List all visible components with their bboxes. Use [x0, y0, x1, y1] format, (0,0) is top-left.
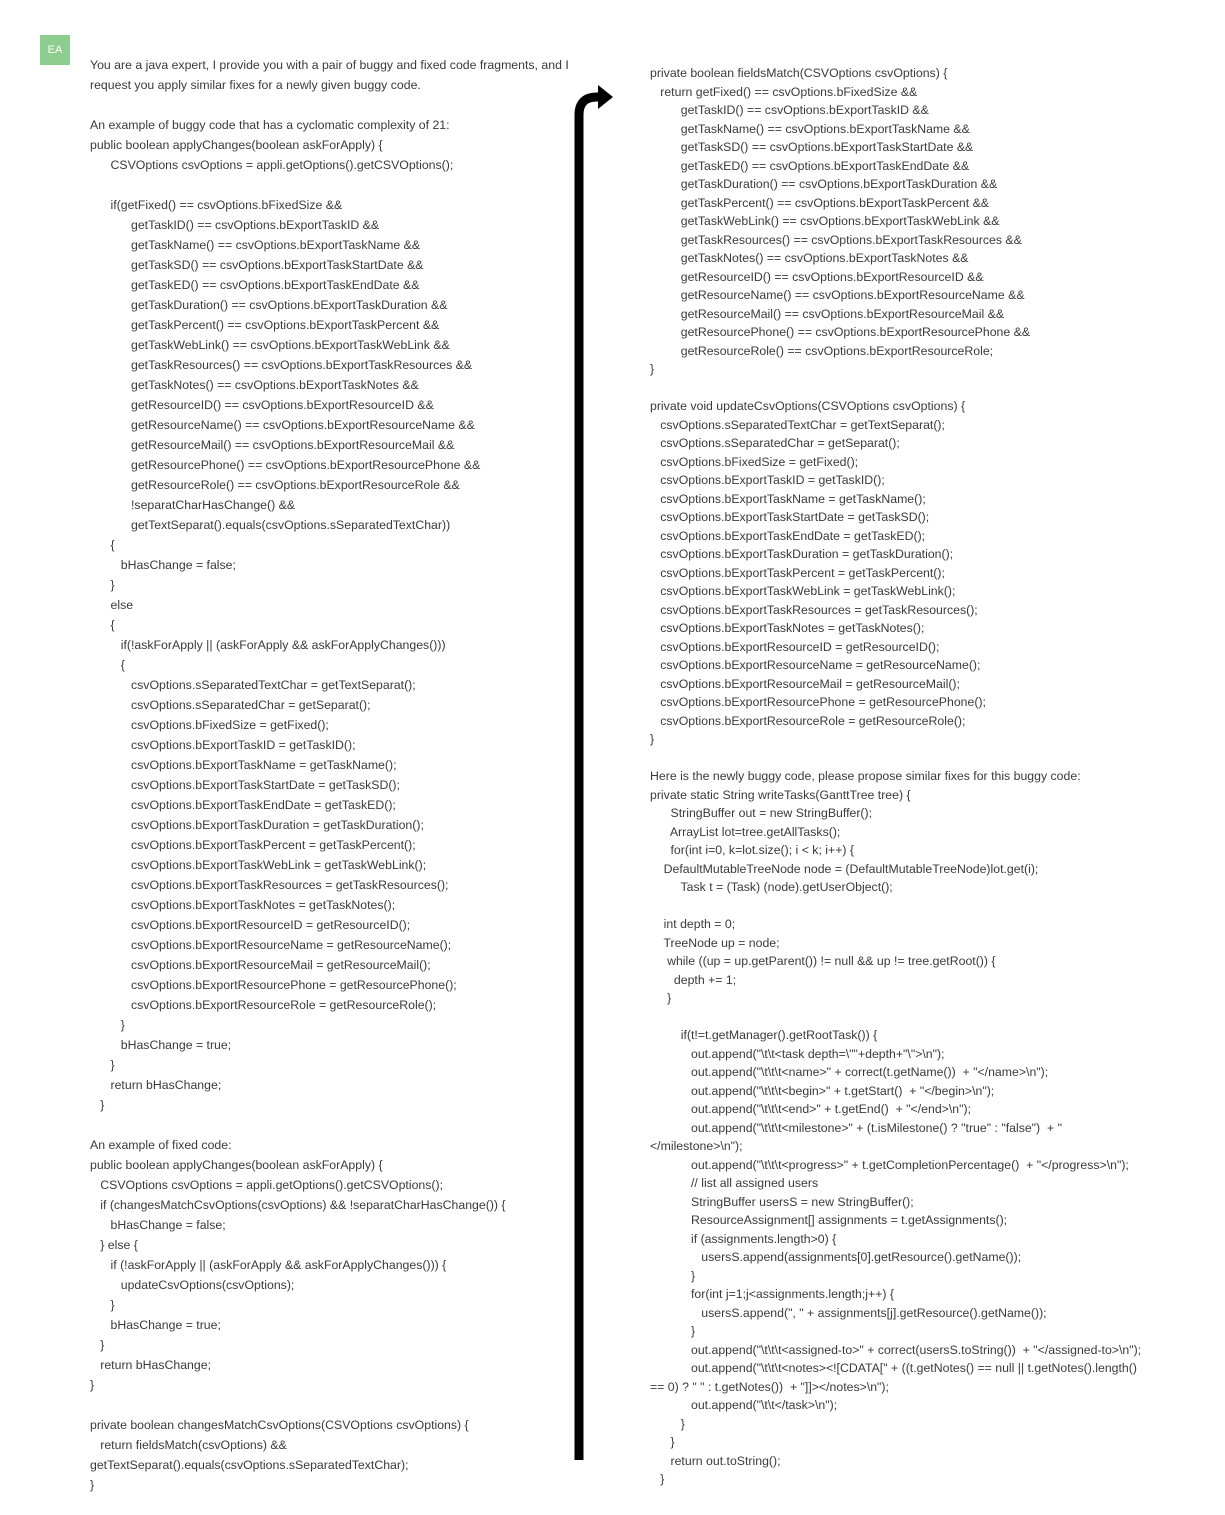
text-line: Task t = (Task) (node).getUserObject();: [650, 880, 893, 894]
text-line: {: [90, 618, 115, 632]
text-line: csvOptions.bExportTaskEndDate = getTaskED();: [650, 528, 926, 543]
text-line: private boolean fieldsMatch(CSVOptions csvOptions) {: [650, 66, 948, 80]
text-line: bHasChange = false;: [90, 558, 236, 572]
text-line: out.append("\t\t\t<assigned-to>" + correct(usersS.toString()) + "</assigned-to>\n");: [650, 1342, 1142, 1357]
text-line: getTaskED() == csvOptions.bExportTaskEndDate &&: [90, 278, 420, 292]
text-line: }: [90, 1378, 95, 1392]
text-line: csvOptions.bExportResourceRole = getResourceRole();: [650, 713, 966, 728]
text-line: {: [90, 538, 115, 552]
text-line: getResourceMail() == csvOptions.bExportResourceMail &&: [650, 306, 1005, 321]
text-line: getResourceRole() == csvOptions.bExportResourceRole &&: [90, 478, 460, 492]
text-line: }: [90, 578, 115, 592]
text-line: getResourceName() == csvOptions.bExportResourceName &&: [90, 418, 475, 432]
text-line: getTaskSD() == csvOptions.bExportTaskStartDate &&: [90, 258, 424, 272]
text-line: bHasChange = true;: [90, 1318, 221, 1332]
text-line: csvOptions.bExportTaskNotes = getTaskNotes();: [90, 898, 396, 912]
text-line: ResourceAssignment[] assignments = t.getAssignments();: [650, 1213, 1008, 1227]
text-line: getResourceName() == csvOptions.bExportResourceName &&: [650, 288, 1025, 302]
text-line: csvOptions.bExportTaskWebLink = getTaskWebLink();: [90, 858, 427, 872]
text-line: getTaskWebLink() == csvOptions.bExportTaskWebLink &&: [90, 338, 450, 352]
text-line: csvOptions.bExportResourceMail = getResourceMail();: [650, 676, 960, 691]
continuation-arrow-icon: [560, 85, 620, 1465]
text-line: getTaskSD() == csvOptions.bExportTaskStartDate &&: [650, 140, 974, 154]
text-line: getTaskDuration() == csvOptions.bExportTaskDuration &&: [650, 177, 998, 191]
text-line: csvOptions.bFixedSize = getFixed();: [90, 718, 329, 732]
text-line: getTextSeparat().equals(csvOptions.sSeparatedTextChar);: [90, 1458, 409, 1472]
text-line: !separatCharHasChange() &&: [90, 498, 296, 512]
text-line: usersS.append(assignments[0].getResource().getName());: [650, 1250, 1022, 1264]
text-line: return bHasChange;: [90, 1078, 222, 1092]
text-line: }: [650, 732, 655, 746]
text-line: getTaskPercent() == csvOptions.bExportTaskPercent &&: [650, 195, 989, 210]
text-line: out.append("\t\t<task depth=\""+depth+"\">\n");: [650, 1046, 945, 1061]
text-line: else: [90, 598, 134, 612]
text-line: csvOptions.bExportResourcePhone = getResourcePhone();: [650, 695, 986, 709]
text-line: StringBuffer out = new StringBuffer();: [650, 806, 873, 820]
text-line: Here is the newly buggy code, please propose similar fixes for this buggy code:: [650, 769, 1081, 783]
text-line: out.append("\t\t</task>\n");: [650, 1398, 838, 1412]
text-line: return fieldsMatch(csvOptions) &&: [90, 1438, 287, 1452]
text-line: CSVOptions csvOptions = appli.getOptions().getCSVOptions();: [90, 158, 454, 172]
text-line: updateCsvOptions(csvOptions);: [90, 1278, 295, 1292]
text-line: {: [90, 658, 125, 672]
text-line: getTaskName() == csvOptions.bExportTaskName &&: [90, 238, 421, 252]
text-line: csvOptions.bExportResourceID = getResourceID();: [90, 918, 411, 932]
text-line: getTaskNotes() == csvOptions.bExportTaskNotes &&: [650, 251, 969, 265]
text-line: }: [90, 1298, 115, 1312]
text-line: }: [650, 1472, 665, 1486]
text-line: csvOptions.bExportTaskName = getTaskName();: [650, 491, 926, 506]
text-line: csvOptions.bExportTaskPercent = getTaskPercent();: [650, 565, 945, 580]
text-line: getTaskName() == csvOptions.bExportTaskName &&: [650, 121, 970, 136]
text-line: out.append("\t\t\t<milestone>" + (t.isMilestone() ? "true" : "false") + ": [650, 1120, 1062, 1135]
text-line: getResourcePhone() == csvOptions.bExportResourcePhone &&: [650, 325, 1031, 339]
text-line: getResourceRole() == csvOptions.bExportResourceRole;: [650, 343, 994, 358]
text-line: bHasChange = false;: [90, 1218, 226, 1232]
text-line: if (changesMatchCsvOptions(csvOptions) && !separatCharHasChange()) {: [90, 1198, 506, 1212]
text-line: out.append("\t\t\t<progress>" + t.getCompletionPercentage() + "</progress>\n");: [650, 1157, 1129, 1172]
text-line: if(t!=t.getManager().getRootTask()) {: [650, 1028, 878, 1042]
text-line: csvOptions.bExportTaskWebLink = getTaskWebLink();: [650, 584, 956, 598]
text-line: csvOptions.sSeparatedChar = getSeparat();: [650, 436, 900, 450]
text-line: out.append("\t\t\t<end>" + t.getEnd() + "</end>\n");: [650, 1102, 971, 1116]
text-line: csvOptions.bExportTaskStartDate = getTaskSD();: [90, 778, 400, 792]
text-line: if(getFixed() == csvOptions.bFixedSize &&: [90, 198, 343, 212]
text-line: out.append("\t\t\t<notes><![CDATA[" + ((t.getNotes() == null || t.getNotes().length(): [650, 1361, 1137, 1375]
text-line: public boolean applyChanges(boolean askForApply) {: [90, 1158, 383, 1172]
text-line: csvOptions.sSeparatedTextChar = getTextSeparat();: [90, 678, 416, 692]
text-line: getTaskNotes() == csvOptions.bExportTaskNotes &&: [90, 378, 419, 392]
text-line: CSVOptions csvOptions = appli.getOptions().getCSVOptions();: [90, 1178, 444, 1192]
text-line: StringBuffer usersS = new StringBuffer();: [650, 1194, 914, 1209]
text-line: out.append("\t\t\t<begin>" + t.getStart() + "</begin>\n");: [650, 1083, 995, 1098]
text-line: getTaskPercent() == csvOptions.bExportTaskPercent &&: [90, 318, 440, 332]
text-line: An example of fixed code:: [90, 1138, 232, 1152]
text-line: private void updateCsvOptions(CSVOptions csvOptions) {: [650, 399, 966, 413]
text-line: csvOptions.sSeparatedTextChar = getTextSeparat();: [650, 417, 945, 432]
text-line: csvOptions.bExportTaskNotes = getTaskNotes();: [650, 621, 925, 635]
text-line: return getFixed() == csvOptions.bFixedSize &&: [650, 84, 918, 99]
text-line: for(int i=0, k=lot.size(); i < k; i++) {: [650, 843, 854, 857]
text-line: return out.toString();: [650, 1453, 781, 1468]
text-line: }: [90, 1338, 105, 1352]
text-line: getTextSeparat().equals(csvOptions.sSeparatedTextChar)): [90, 518, 451, 532]
text-line: }: [90, 1478, 95, 1492]
text-line: csvOptions.bExportResourceName = getResourceName();: [90, 938, 452, 952]
text-line: csvOptions.bExportTaskName = getTaskName();: [90, 758, 397, 772]
text-line: }: [90, 1098, 105, 1112]
text-line: csvOptions.bExportResourcePhone = getResourcePhone();: [90, 978, 457, 992]
text-line: }: [650, 1435, 675, 1449]
text-line: }: [650, 1324, 696, 1338]
text-line: getResourceMail() == csvOptions.bExportResourceMail &&: [90, 438, 455, 452]
text-line: }: [650, 991, 672, 1005]
text-line: getResourcePhone() == csvOptions.bExportResourcePhone &&: [90, 458, 481, 472]
text-line: private boolean changesMatchCsvOptions(CSVOptions csvOptions) {: [90, 1418, 469, 1432]
text-line: depth += 1;: [650, 972, 737, 987]
text-line: csvOptions.bExportTaskDuration = getTaskDuration();: [650, 547, 954, 561]
text-line: bHasChange = true;: [90, 1038, 232, 1052]
text-line: csvOptions.bExportTaskID = getTaskID();: [650, 473, 885, 487]
text-line: }: [650, 1416, 685, 1431]
text-line: if (!askForApply || (askForApply && askForApplyChanges())) {: [90, 1258, 447, 1272]
text-line: getTaskResources() == csvOptions.bExportTaskResources &&: [650, 232, 1022, 247]
text-line: </milestone>\n");: [650, 1139, 743, 1153]
text-line: request you apply similar fixes for a newly given buggy code.: [90, 78, 421, 92]
text-line: csvOptions.bExportTaskID = getTaskID();: [90, 738, 356, 752]
text-line: csvOptions.sSeparatedChar = getSeparat();: [90, 698, 371, 712]
text-line: private static String writeTasks(GanttTree tree) {: [650, 787, 911, 802]
text-line: return bHasChange;: [90, 1358, 211, 1372]
text-line: csvOptions.bExportTaskResources = getTaskResources();: [650, 602, 978, 617]
text-line: }: [90, 1058, 115, 1072]
text-line: getTaskDuration() == csvOptions.bExportTaskDuration &&: [90, 298, 448, 312]
text-line: csvOptions.bExportTaskPercent = getTaskPercent();: [90, 838, 416, 852]
text-line: getTaskResources() == csvOptions.bExportTaskResources &&: [90, 358, 473, 372]
text-line: ArrayList lot=tree.getAllTasks();: [650, 824, 841, 839]
text-line: csvOptions.bExportTaskEndDate = getTaskED();: [90, 798, 396, 812]
text-line: TreeNode up = node;: [650, 935, 780, 950]
text-line: }: [90, 1018, 125, 1032]
text-line: csvOptions.bExportResourceRole = getResourceRole();: [90, 998, 437, 1012]
text-line: out.append("\t\t\t<name>" + correct(t.getName()) + "</name>\n");: [650, 1065, 1049, 1079]
text-line: }: [650, 1268, 696, 1283]
text-line: csvOptions.bFixedSize = getFixed();: [650, 454, 859, 469]
text-line: getTaskID() == csvOptions.bExportTaskID &&: [650, 103, 929, 117]
user-avatar: EA: [40, 35, 70, 65]
text-line: // list all assigned users: [650, 1176, 819, 1190]
text-line: DefaultMutableTreeNode node = (DefaultMutableTreeNode)lot.get(i);: [650, 861, 1039, 876]
text-line: int depth = 0;: [650, 917, 736, 931]
text-line: usersS.append(", " + assignments[j].getResource().getName());: [650, 1305, 1047, 1320]
text-line: while ((up = up.getParent()) != null && up != tree.getRoot()) {: [650, 954, 996, 968]
text-line: You are a java expert, I provide you with a pair of buggy and fixed code fragments, and I: [90, 58, 569, 72]
text-line: getTaskED() == csvOptions.bExportTaskEndDate &&: [650, 158, 970, 173]
text-line: getResourceID() == csvOptions.bExportResourceID &&: [90, 398, 434, 412]
text-line: getTaskWebLink() == csvOptions.bExportTaskWebLink &&: [650, 214, 1000, 228]
text-line: csvOptions.bExportTaskStartDate = getTaskSD();: [650, 510, 930, 524]
text-line: if(!askForApply || (askForApply && askForApplyChanges())): [90, 638, 446, 652]
text-line: == 0) ? " " : t.getNotes()) + "]]></notes>\n");: [650, 1379, 889, 1394]
text-line: getResourceID() == csvOptions.bExportResourceID &&: [650, 269, 984, 284]
text-line: public boolean applyChanges(boolean askForApply) {: [90, 138, 383, 152]
text-line: }: [650, 362, 655, 376]
text-line: for(int j=1;j<assignments.length;j++) {: [650, 1287, 895, 1301]
text-line: csvOptions.bExportResourceMail = getResourceMail();: [90, 958, 431, 972]
text-line: getTaskID() == csvOptions.bExportTaskID &&: [90, 218, 380, 232]
text-line: csvOptions.bExportResourceName = getResourceName();: [650, 658, 981, 672]
text-line: csvOptions.bExportTaskDuration = getTaskDuration();: [90, 818, 424, 832]
text-line: csvOptions.bExportTaskResources = getTaskResources();: [90, 878, 449, 892]
text-line: An example of buggy code that has a cyclomatic complexity of 21:: [90, 118, 450, 132]
text-line: csvOptions.bExportResourceID = getResourceID();: [650, 639, 940, 654]
text-line: } else {: [90, 1238, 138, 1252]
text-line: if (assignments.length>0) {: [650, 1231, 837, 1246]
